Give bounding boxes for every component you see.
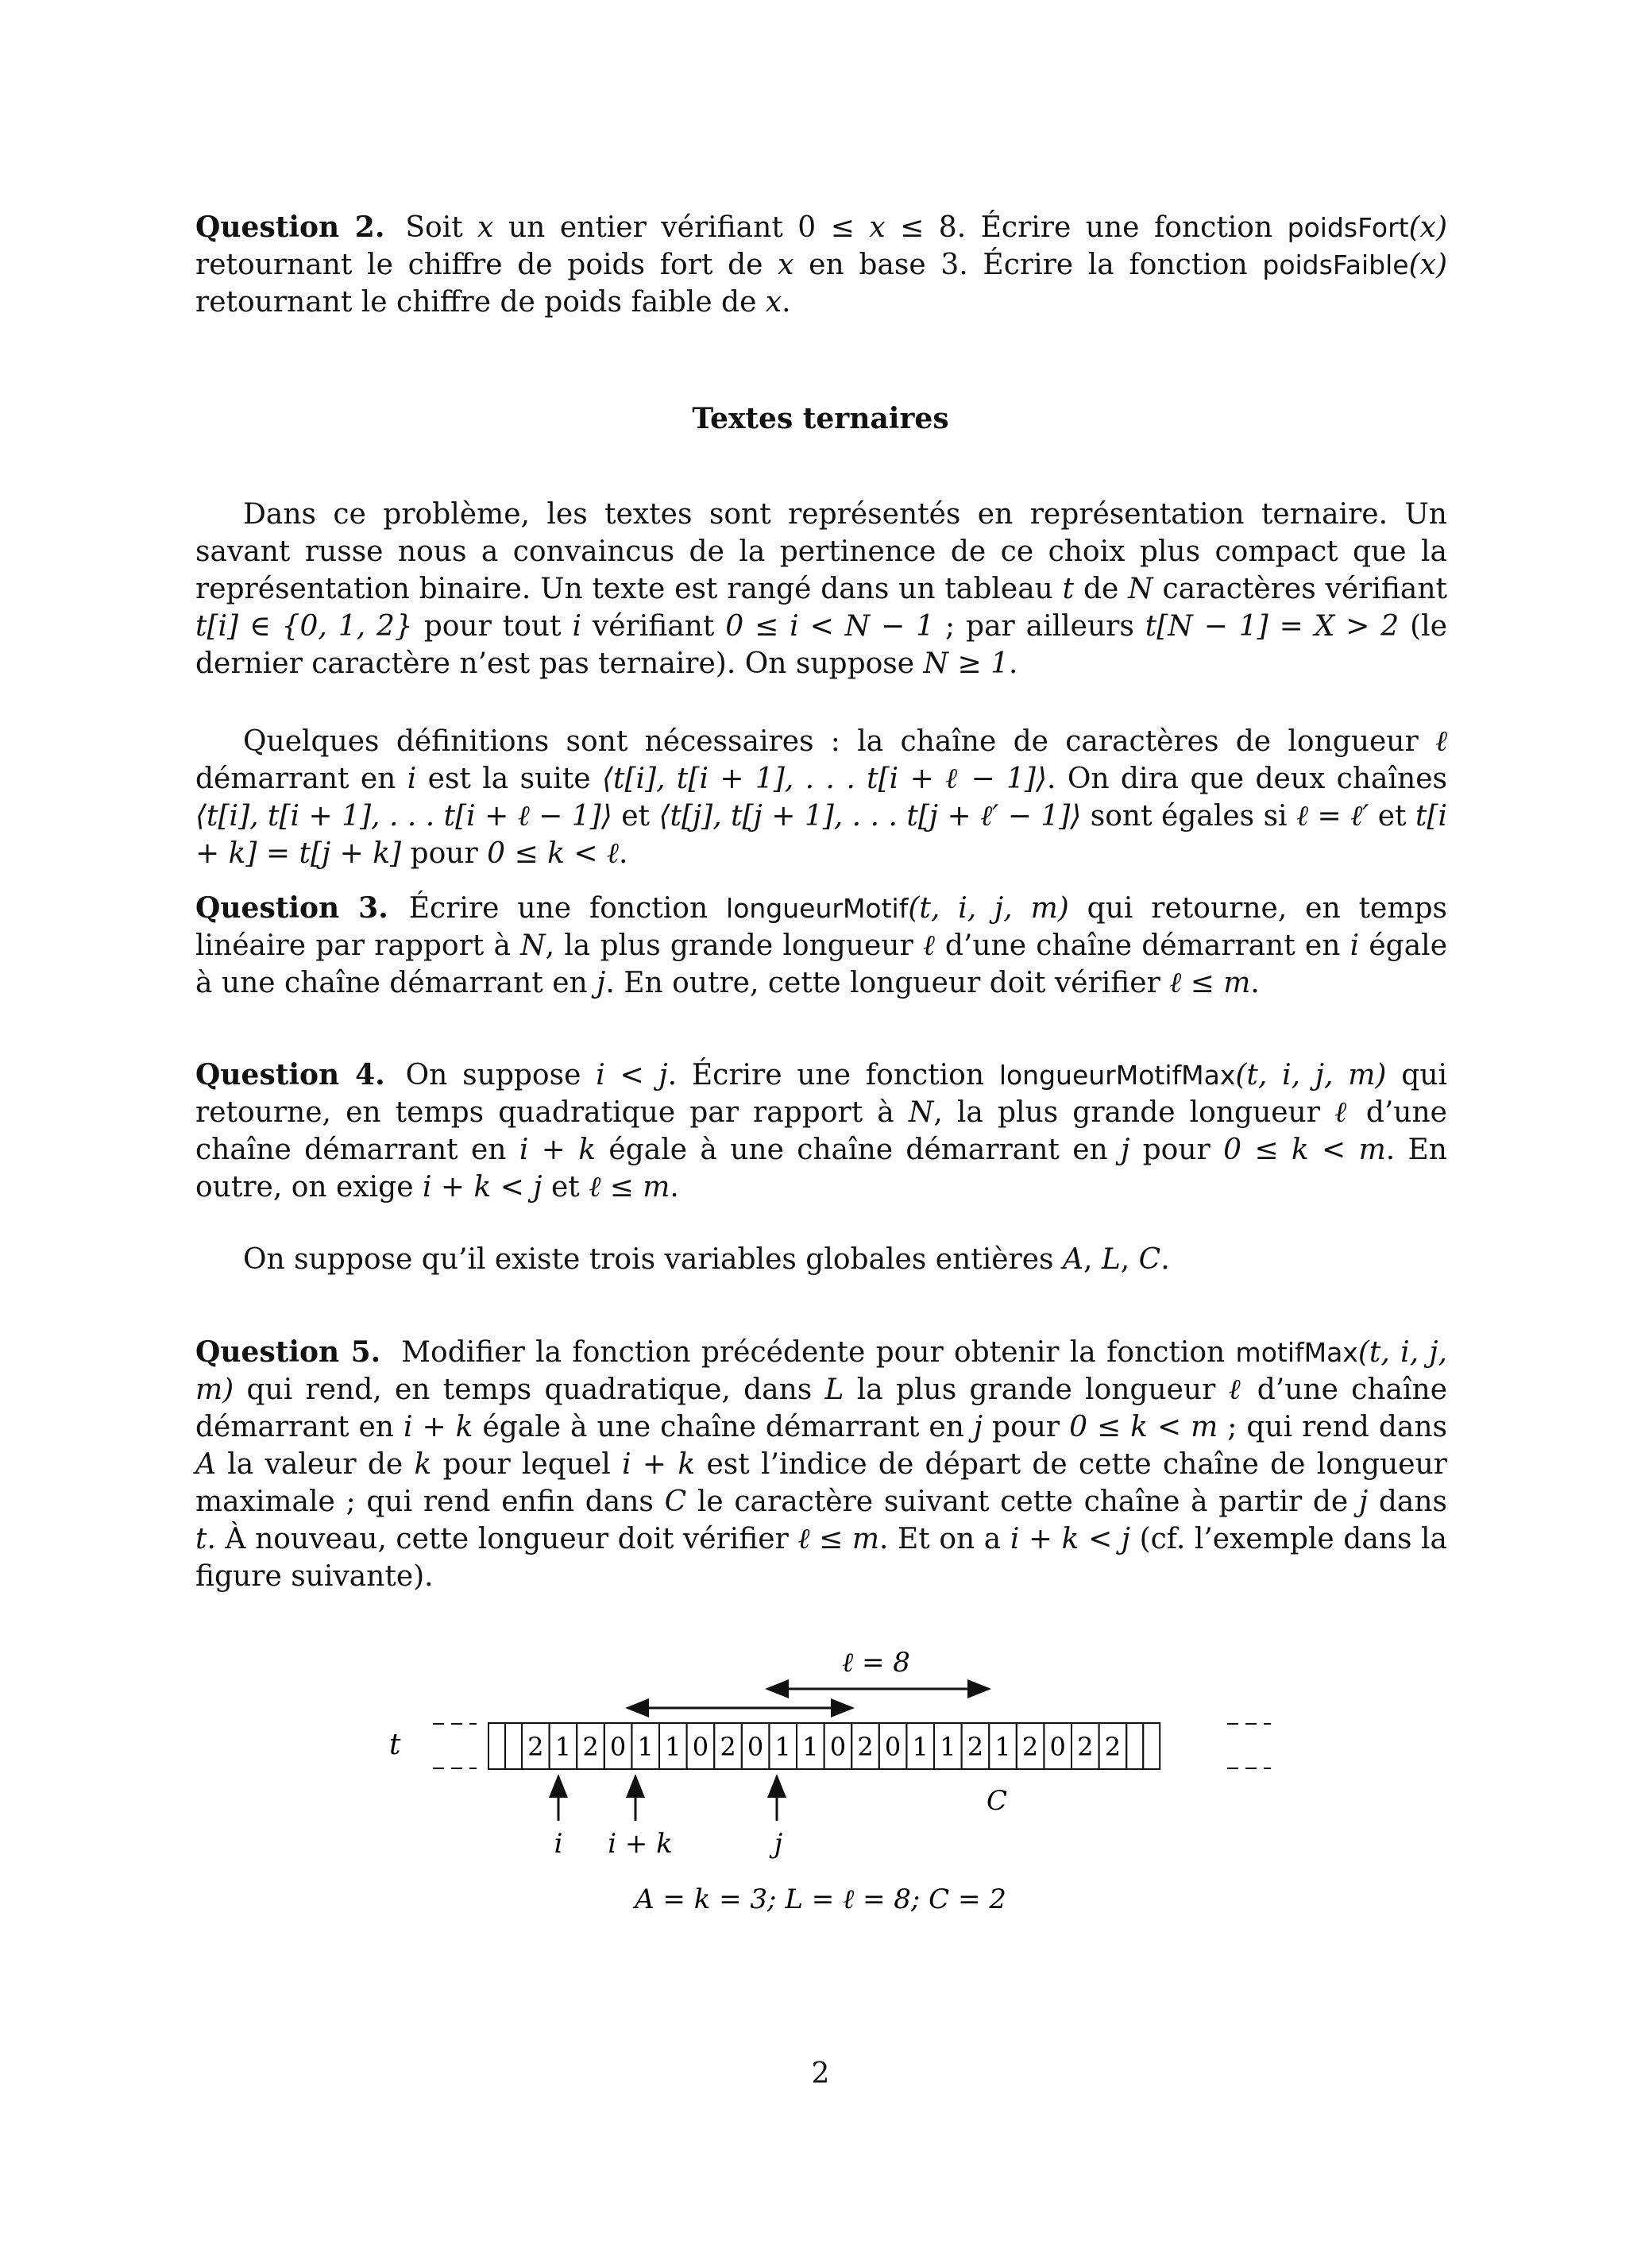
array-cell-value: 1 [802, 1732, 819, 1762]
q4-text: On suppose [405, 1059, 597, 1091]
function-name-poidsfaible: poidsFaible [1262, 249, 1409, 280]
array-cell-value: 2 [1077, 1732, 1094, 1762]
question-4 [195, 1057, 1447, 1206]
q2-var: x [869, 211, 886, 244]
array-cell-value: 2 [527, 1732, 544, 1762]
q4-text: . En outre, on exige [195, 1134, 1447, 1204]
q3-var: N [520, 929, 546, 962]
array-cell-value: 1 [994, 1732, 1011, 1762]
ternary-text-figure [0, 1629, 1641, 1946]
q5-var: C [664, 1486, 687, 1518]
intro2-text: est la suite [416, 763, 602, 795]
question-5-label: Question 5. [195, 1335, 381, 1369]
array-cell [505, 1723, 522, 1769]
q3-var: i [1349, 929, 1360, 962]
figure-row-label: t [389, 1729, 401, 1761]
array-cell-value: 1 [637, 1732, 654, 1762]
array-cell [488, 1723, 505, 1769]
q2-text: un entier vérifiant 0 ≤ [493, 211, 870, 244]
function-name-motifmax: motifMax [1235, 1337, 1358, 1368]
array-cell-value: 2 [857, 1732, 874, 1762]
q4-math: ℓ ≤ m [589, 1171, 670, 1204]
q5-text: dans [1368, 1486, 1448, 1518]
q5-args: (t, i, j, m) [195, 1336, 1448, 1406]
intro2-text: . On dira que deux chaînes [1047, 763, 1447, 795]
intro1-text: Dans ce problème, les textes sont représentés en représentation ternaire. Un savant russe nous a convaincus de la pertinence de ce choix plus compact que la représentation binaire. Un texte est rangé dans un tableau [195, 498, 1447, 605]
q2-text: ≤ 8. Écrire une fonction [885, 211, 1288, 244]
intro2-text: et [1369, 800, 1415, 833]
intro1-math: t[N − 1] = X > 2 [1145, 610, 1400, 643]
intro1-text: . [1009, 647, 1018, 680]
intro1-math: t[i] ∈ {0, 1, 2} [195, 610, 413, 643]
intro2-text: démarrant en [195, 763, 407, 795]
array-cell-value: 0 [692, 1732, 709, 1762]
array-cell-value: 1 [774, 1732, 791, 1762]
array-cell-value: 2 [720, 1732, 736, 1762]
q4-text: pour [1129, 1134, 1224, 1166]
q3-var: j [597, 967, 606, 999]
q3-text: d’une chaîne démarrant en [935, 929, 1350, 962]
intro1-math: N ≥ 1 [923, 647, 1009, 680]
q4-text: . Écrire une fonction [667, 1059, 999, 1091]
array-cell-value: 0 [747, 1732, 764, 1762]
function-name-poidsfort: poidsFort [1287, 212, 1409, 243]
array-cell-value: 2 [1021, 1732, 1039, 1762]
j-label: j [774, 1828, 783, 1860]
globals-paragraph [195, 1241, 1447, 1278]
array-cell [1143, 1723, 1160, 1769]
q3-var: ℓ [922, 929, 936, 962]
intro-paragraph-1 [195, 496, 1447, 682]
array-cell-value: 0 [609, 1732, 627, 1762]
question-4-label: Question 4. [195, 1058, 385, 1091]
q3-text: égale à une chaîne démarrant en [195, 929, 1447, 999]
q5-var: ℓ [1228, 1374, 1245, 1406]
intro2-text: Quelques définitions sont nécessaires : la chaîne de caractères de longueur [243, 725, 1435, 758]
q4-var: j [1121, 1134, 1130, 1166]
intro2-text: sont égales si [1081, 800, 1297, 833]
intro2-math: 0 ≤ k < ℓ [487, 837, 619, 870]
ell-label: ℓ = 8 [842, 1647, 910, 1679]
question-3-label: Question 3. [195, 891, 388, 925]
q5-var: k [414, 1448, 432, 1481]
q4-args: (t, i, j, m) [1235, 1059, 1387, 1091]
globals-text: , [1120, 1243, 1139, 1276]
globals-var: C [1138, 1243, 1161, 1276]
q4-text: d’une chaîne démarrant en [195, 1096, 1447, 1166]
page-number: 2 [811, 2057, 830, 2090]
q5-var: j [973, 1411, 983, 1443]
q5-text: (cf. l’exemple dans la figure suivante). [195, 1523, 1448, 1593]
intro2-math: t[i + k] = t[j + k] [195, 800, 1447, 870]
array-cell-value: 1 [912, 1732, 929, 1762]
array-cell-value: 0 [884, 1732, 902, 1762]
q5-text: égale à une chaîne démarrant en [473, 1411, 974, 1443]
intro2-var: ℓ [1435, 725, 1447, 758]
globals-text: On suppose qu’il existe trois variables globales entières [243, 1243, 1063, 1276]
q4-text: et [542, 1171, 589, 1204]
intro1-var: N [1128, 573, 1153, 605]
q2-args: (x) [1408, 211, 1448, 244]
q4-math: i + k < j [422, 1171, 542, 1204]
q5-math: i + k < j [1010, 1523, 1130, 1555]
q2-var: x [765, 286, 782, 319]
array-cell-value: 1 [665, 1732, 681, 1762]
q2-text: Soit [405, 211, 478, 244]
q5-math: ℓ ≤ m [797, 1523, 879, 1555]
q5-text: Modifier la fonction précédente pour obtenir la fonction [401, 1336, 1236, 1369]
q5-var: A [195, 1448, 216, 1481]
figure-caption: A = k = 3; L = ℓ = 8; C = 2 [635, 1884, 1006, 1915]
q2-text: retournant le chiffre de poids faible de [195, 286, 766, 319]
array-cells [488, 1723, 1160, 1769]
intro2-text: et [612, 800, 659, 833]
intro1-var: t [1062, 573, 1075, 605]
intro2-math: ⟨t[i], t[i + 1], . . . t[i + ℓ − 1]⟩ [601, 763, 1047, 795]
intro2-text: pour [401, 837, 488, 870]
q2-text: retournant le chiffre de poids fort de [195, 249, 778, 281]
function-name-longueurmotif: longueurMotif [726, 893, 909, 924]
q5-text: la plus grande longueur [844, 1374, 1229, 1406]
q5-var: L [824, 1374, 844, 1406]
q5-text: qui rend, en temps quadratique, dans [234, 1374, 825, 1406]
q4-text: , la plus grande longueur [933, 1096, 1335, 1129]
intro1-text: (le dernier caractère n’est pas ternaire). On suppose [195, 610, 1447, 680]
q4-text: . [670, 1171, 679, 1204]
question-3 [195, 890, 1447, 1002]
q5-math: i + k [622, 1448, 696, 1481]
q4-math: i < j [596, 1059, 668, 1091]
array-cell-value: 1 [940, 1732, 956, 1762]
globals-var: L [1101, 1243, 1121, 1276]
intro1-text: caractères vérifiant [1153, 573, 1447, 605]
c-label: C [986, 1785, 1008, 1817]
intro-paragraph-2 [195, 723, 1447, 872]
q2-var: x [477, 211, 494, 244]
i-label: i [554, 1828, 563, 1860]
function-name-longueurmotifmax: longueurMotifMax [998, 1060, 1236, 1091]
array-cell [1126, 1723, 1143, 1769]
intro1-math: 0 ≤ i < N − 1 [725, 610, 935, 643]
q2-args: (x) [1408, 249, 1447, 281]
intro2-text: . [618, 837, 628, 870]
section-title: Textes ternaires [692, 402, 949, 435]
q2-text: en base 3. Écrire la fonction [793, 249, 1263, 281]
q5-text: d’une chaîne démarrant en [195, 1374, 1447, 1443]
q5-math: i + k [403, 1411, 473, 1443]
globals-text: , [1083, 1243, 1102, 1276]
q5-text: pour lequel [431, 1448, 623, 1481]
intro1-text: ; par ailleurs [934, 610, 1145, 643]
q3-math: ℓ ≤ m [1169, 967, 1251, 999]
q5-math: 0 ≤ k < m [1069, 1411, 1218, 1443]
q5-text: . Et on a [878, 1523, 1010, 1555]
q4-text: qui retourne, en temps quadratique par rapport à [195, 1059, 1448, 1129]
intro2-math: ⟨t[j], t[j + 1], . . . t[j + ℓ′ − 1]⟩ [658, 800, 1082, 833]
q4-var: ℓ [1334, 1096, 1352, 1129]
q5-text: pour [983, 1411, 1070, 1443]
q3-text: . En outre, cette longueur doit vérifier [605, 967, 1170, 999]
q5-text: le caractère suivant cette chaîne à partir de [686, 1486, 1359, 1518]
q5-text: ; qui rend dans [1218, 1411, 1447, 1443]
q4-text: égale à une chaîne démarrant en [596, 1134, 1122, 1166]
intro1-text: de [1074, 573, 1129, 605]
q5-var: j [1358, 1486, 1369, 1518]
array-cell-value: 2 [582, 1732, 599, 1762]
intro1-text: vérifiant [581, 610, 726, 643]
question-2 [195, 209, 1447, 321]
intro2-math: ⟨t[i], t[i + 1], . . . t[i + ℓ − 1]⟩ [195, 800, 612, 833]
q3-args: (t, i, j, m) [908, 892, 1069, 925]
q5-text: est l’indice de départ de cette chaîne de longueur maximale ; qui rend enfin dans [195, 1448, 1448, 1518]
q2-text: . [782, 286, 791, 319]
intro1-text: pour tout [412, 610, 573, 643]
intro2-math: ℓ = ℓ′ [1296, 800, 1369, 833]
q4-var: N [908, 1096, 934, 1129]
q2-var: x [778, 249, 794, 281]
ik-label: i + k [608, 1828, 673, 1860]
question-5 [195, 1334, 1447, 1595]
q3-text: Écrire une fonction [408, 892, 727, 925]
array-cell-value: 0 [1049, 1732, 1066, 1762]
array-cell-value: 2 [1104, 1732, 1122, 1762]
globals-text: . [1160, 1243, 1170, 1276]
intro2-var: i [407, 763, 417, 795]
q5-text: . À nouveau, cette longueur doit vérifier [207, 1523, 798, 1555]
array-cell-value: 2 [967, 1732, 984, 1762]
q4-math: i + k [519, 1134, 597, 1166]
intro1-var: i [572, 610, 581, 643]
array-cell-value: 0 [829, 1732, 847, 1762]
q3-text: , la plus grande longueur [545, 929, 923, 962]
q5-text: la valeur de [216, 1448, 415, 1481]
q3-text: . [1250, 967, 1260, 999]
array-cell-value: 1 [554, 1732, 572, 1762]
q4-math: 0 ≤ k < m [1223, 1134, 1386, 1166]
q5-var: t [195, 1523, 207, 1555]
q3-text: qui retourne, en temps linéaire par rapport à [195, 892, 1448, 962]
globals-var: A [1062, 1243, 1083, 1276]
question-2-label: Question 2. [195, 211, 385, 244]
